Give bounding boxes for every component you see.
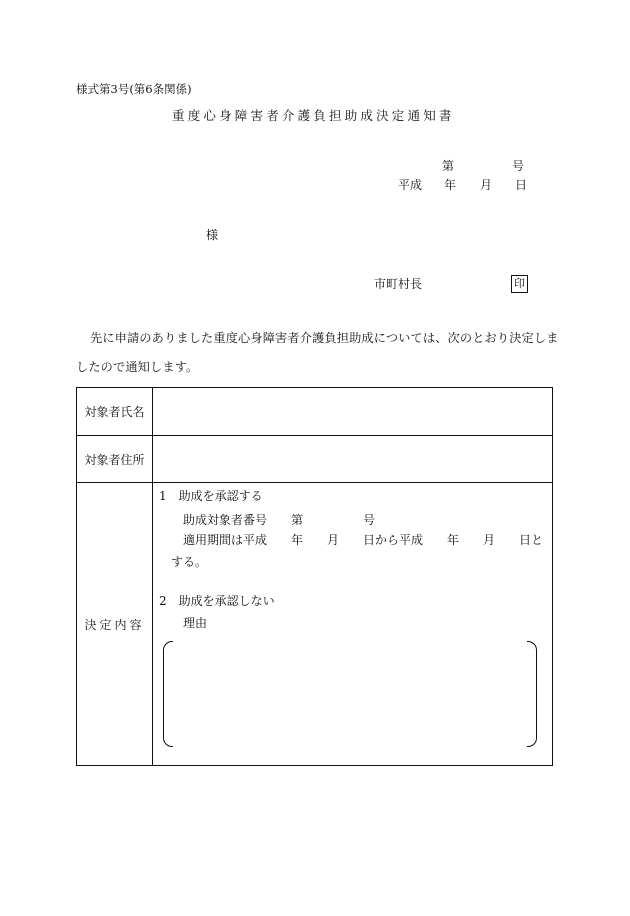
approve-period-line: 適用期間は平成 年 月 日から平成 年 月 日と: [183, 533, 544, 547]
recipient-honorific: 様: [206, 228, 219, 242]
date-day: 日: [515, 178, 528, 192]
date-year: 年: [444, 178, 457, 192]
subject-address-label: 対象者住所: [77, 436, 153, 483]
reason-bracket-left: [163, 641, 173, 747]
decision-table: [76, 387, 553, 766]
doc-number-suffix: 号: [512, 159, 525, 173]
form-number: 様式第3号(第6条関係): [76, 82, 192, 96]
body-text-line-2: したので通知します。: [76, 360, 199, 374]
document-title: 重度心身障害者介護負担助成決定通知書: [172, 108, 455, 123]
decision-content-cell: [153, 483, 553, 766]
issuer-title: 市町村長: [374, 277, 423, 291]
table-row-decision: [77, 483, 553, 766]
approve-heading: 1 助成を承認する: [159, 489, 263, 503]
doc-number-prefix: 第: [442, 159, 455, 173]
reason-bracket-right: [527, 641, 537, 747]
approve-number-label: 助成対象者番号: [183, 513, 268, 527]
reject-reason-label: 理由: [183, 616, 208, 630]
date-month: 月: [480, 178, 493, 192]
reject-heading: 2 助成を承認しない: [159, 594, 275, 608]
body-text-line-1: 先に申請のありました重度心身障害者介護負担助成については、次のとおり決定しま: [90, 331, 559, 345]
seal-stamp: 印: [511, 275, 528, 293]
subject-name-label: 対象者氏名: [77, 388, 153, 436]
date-era: 平成: [398, 178, 423, 192]
approve-period-end: する。: [171, 555, 208, 569]
decision-label: 決定内容: [77, 483, 153, 766]
approve-number-prefix: 第: [291, 513, 304, 527]
approve-number-suffix: 号: [363, 513, 376, 527]
